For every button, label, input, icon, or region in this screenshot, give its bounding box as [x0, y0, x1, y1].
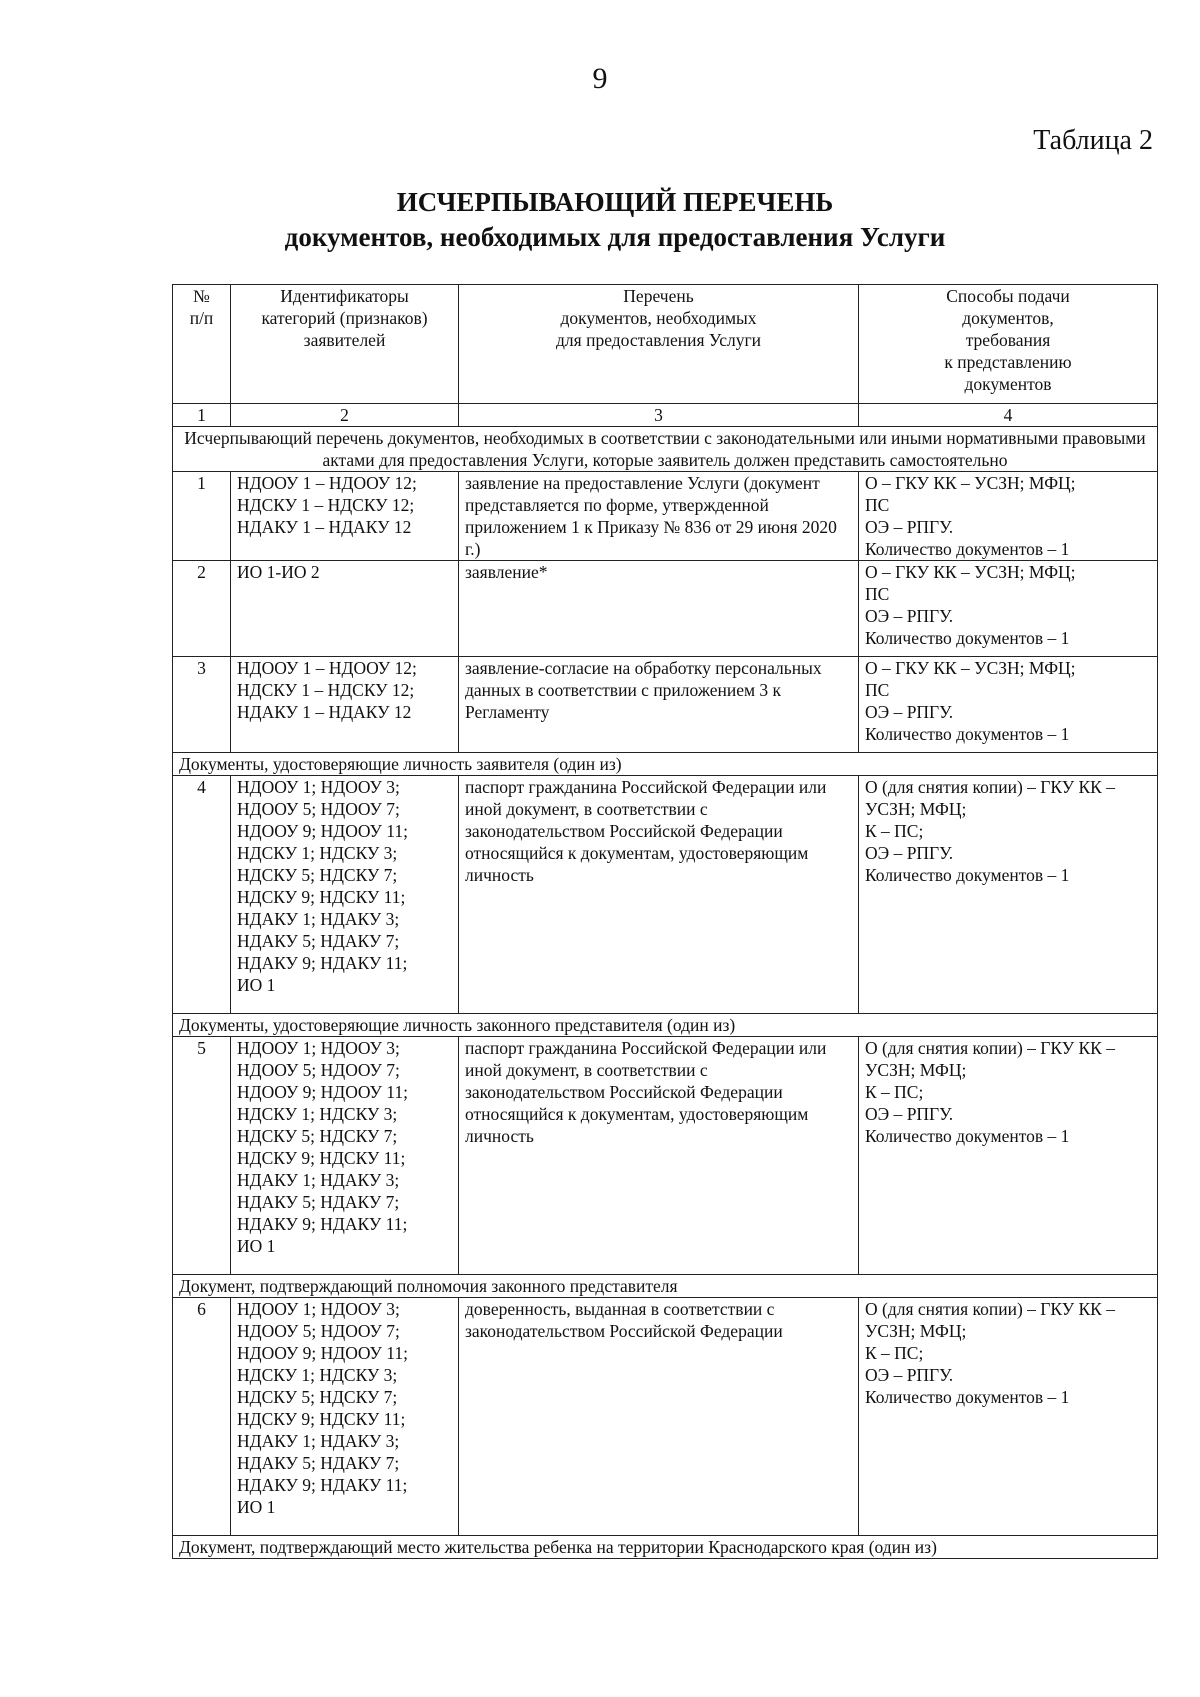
section-row: [173, 1014, 1158, 1037]
section-row: [173, 1536, 1158, 1559]
row-identifiers: ИО 1-ИО 2: [231, 561, 459, 657]
section-row: [173, 1275, 1158, 1298]
table-row: [173, 776, 1158, 1014]
document-subtitle: документов, необходимых для предоставления Услуги: [284, 222, 946, 252]
section-heading: Документы, удостоверяющие личность заявителя (один из): [173, 753, 1158, 776]
row-number: 5: [173, 1037, 231, 1275]
row-documents: паспорт гражданина Российской Федерации или иной документ, в соответствии с законодательством Российской Федерации относящийся к документам, удостоверяющим личность: [459, 776, 859, 1014]
header-documents: Перечень документов, необходимых для предоставления Услуги: [459, 285, 859, 404]
header-number: № п/п: [173, 285, 231, 404]
documents-table: [172, 284, 1158, 1559]
row-number: 2: [173, 561, 231, 657]
row-submission-methods: О – ГКУ КК – УСЗН; МФЦ; ПС ОЭ – РПГУ. Количество документов – 1: [859, 561, 1158, 657]
row-submission-methods: О – ГКУ КК – УСЗН; МФЦ; ПС ОЭ – РПГУ. Количество документов – 1: [859, 472, 1158, 561]
column-numbers-row: [173, 404, 1158, 427]
section-heading: Документы, удостоверяющие личность законного представителя (один из): [173, 1014, 1158, 1037]
row-documents: заявление*: [459, 561, 859, 657]
header-identifiers: Идентификаторы категорий (признаков) заявителей: [231, 285, 459, 404]
document-title: ИСЧЕРПЫВАЮЩИЙ ПЕРЕЧЕНЬ: [396, 187, 834, 217]
section-row: [173, 753, 1158, 776]
column-number: 1: [173, 404, 231, 427]
column-number: 2: [231, 404, 459, 427]
row-documents: заявление на предоставление Услуги (документ представляется по форме, утвержденной приложением 1 к Приказу № 836 от 29 июня 2020 г.): [459, 472, 859, 561]
section-heading: Исчерпывающий перечень документов, необходимых в соответствии с законодательными или иными нормативными правовыми актами для предоставления Услуги, которые заявитель должен представить самостоятельно: [173, 427, 1158, 472]
row-number: 6: [173, 1298, 231, 1536]
table-header-row: [173, 285, 1158, 404]
row-submission-methods: О (для снятия копии) – ГКУ КК – УСЗН; МФЦ; К – ПС; ОЭ – РПГУ. Количество документов – 1: [859, 776, 1158, 1014]
row-documents: доверенность, выданная в соответствии с законодательством Российской Федерации: [459, 1298, 859, 1536]
row-identifiers: НДООУ 1; НДООУ 3; НДООУ 5; НДООУ 7; НДООУ 9; НДООУ 11; НДСКУ 1; НДСКУ 3; НДСКУ 5; НДСКУ 7; НДСКУ 9; НДСКУ 11; НДАКУ 1; НДАКУ 3; НДАКУ 5; НДАКУ 7; НДАКУ 9; НДАКУ 11; ИО 1: [231, 776, 459, 1014]
table-row: [173, 1037, 1158, 1275]
table-row: [173, 1298, 1158, 1536]
column-number: 3: [459, 404, 859, 427]
table-label: Таблица 2: [1033, 125, 1153, 156]
row-identifiers: НДООУ 1; НДООУ 3; НДООУ 5; НДООУ 7; НДООУ 9; НДООУ 11; НДСКУ 1; НДСКУ 3; НДСКУ 5; НДСКУ 7; НДСКУ 9; НДСКУ 11; НДАКУ 1; НДАКУ 3; НДАКУ 5; НДАКУ 7; НДАКУ 9; НДАКУ 11; ИО 1: [231, 1037, 459, 1275]
row-documents: заявление-согласие на обработку персональных данных в соответствии с приложением 3 к Регламенту: [459, 657, 859, 753]
row-submission-methods: О – ГКУ КК – УСЗН; МФЦ; ПС ОЭ – РПГУ. Количество документов – 1: [859, 657, 1158, 753]
section-row: [173, 427, 1158, 472]
row-submission-methods: О (для снятия копии) – ГКУ КК – УСЗН; МФЦ; К – ПС; ОЭ – РПГУ. Количество документов – 1: [859, 1298, 1158, 1536]
column-number: 4: [859, 404, 1158, 427]
row-number: 1: [173, 472, 231, 561]
row-documents: паспорт гражданина Российской Федерации или иной документ, в соответствии с законодательством Российской Федерации относящийся к документам, удостоверяющим личность: [459, 1037, 859, 1275]
row-identifiers: НДООУ 1 – НДООУ 12; НДСКУ 1 – НДСКУ 12; НДАКУ 1 – НДАКУ 12: [231, 657, 459, 753]
row-submission-methods: О (для снятия копии) – ГКУ КК – УСЗН; МФЦ; К – ПС; ОЭ – РПГУ. Количество документов – 1: [859, 1037, 1158, 1275]
table-row: [173, 657, 1158, 753]
row-identifiers: НДООУ 1; НДООУ 3; НДООУ 5; НДООУ 7; НДООУ 9; НДООУ 11; НДСКУ 1; НДСКУ 3; НДСКУ 5; НДСКУ 7; НДСКУ 9; НДСКУ 11; НДАКУ 1; НДАКУ 3; НДАКУ 5; НДАКУ 7; НДАКУ 9; НДАКУ 11; ИО 1: [231, 1298, 459, 1536]
section-heading: Документ, подтверждающий место жительства ребенка на территории Краснодарского края (один из): [173, 1536, 1158, 1559]
row-identifiers: НДООУ 1 – НДООУ 12; НДСКУ 1 – НДСКУ 12; НДАКУ 1 – НДАКУ 12: [231, 472, 459, 561]
section-heading: Документ, подтверждающий полномочия законного представителя: [173, 1275, 1158, 1298]
table-row: [173, 472, 1158, 561]
header-submission-methods: Способы подачи документов, требования к представлению документов: [859, 285, 1158, 404]
page-number: 9: [592, 62, 608, 95]
table-row: [173, 561, 1158, 657]
row-number: 4: [173, 776, 231, 1014]
row-number: 3: [173, 657, 231, 753]
